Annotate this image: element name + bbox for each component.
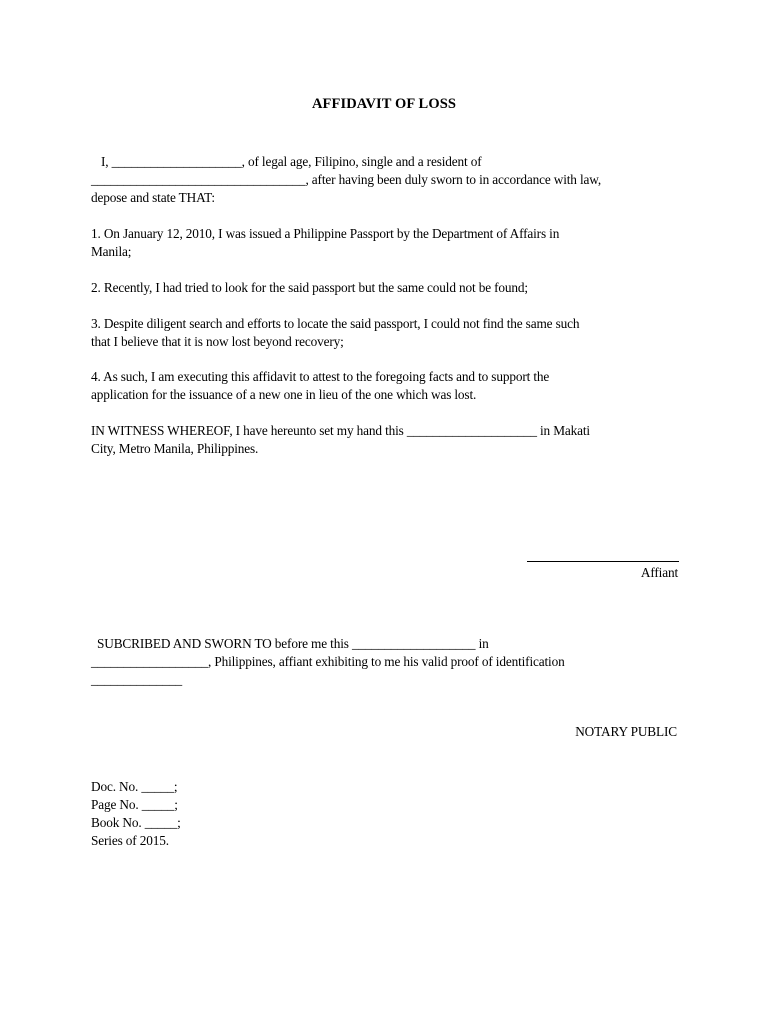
intro-paragraph <box>91 153 681 207</box>
subscribed-line-3: ______________ <box>91 672 182 687</box>
item-3-line-1: 3. Despite diligent search and efforts to locate the said passport, I could not find the same such <box>91 316 580 331</box>
item-2-line-1: 2. Recently, I had tried to look for the said passport but the same could not be found; <box>91 280 528 295</box>
notarial-register <box>91 778 181 850</box>
intro-line-3: depose and state THAT: <box>91 190 215 205</box>
intro-line-2: _________________________________, after having been duly sworn to in accordance with law, <box>91 172 602 187</box>
subscribed-line-2: __________________, Philippines, affiant exhibiting to me his valid proof of identification <box>91 654 565 669</box>
series-year: Series of 2015. <box>91 833 169 848</box>
subscribed-line-1: SUBCRIBED AND SWORN TO before me this ___________________ in <box>97 636 489 651</box>
book-number: Book No. _____; <box>91 815 181 830</box>
statement-item-1 <box>91 225 681 261</box>
affiant-signature-line <box>527 561 679 562</box>
affiant-label: Affiant <box>640 565 678 580</box>
doc-number: Doc. No. _____; <box>91 779 178 794</box>
witness-line-1: IN WITNESS WHEREOF, I have hereunto set my hand this ____________________ in Makati <box>91 423 590 438</box>
item-3-line-2: that I believe that it is now lost beyond recovery; <box>91 334 344 349</box>
page-number: Page No. _____; <box>91 797 178 812</box>
statement-item-3 <box>91 315 681 351</box>
notary-public-label: NOTARY PUBLIC <box>575 724 677 739</box>
item-1-line-2: Manila; <box>91 244 132 259</box>
witness-line-2: City, Metro Manila, Philippines. <box>91 441 259 456</box>
statement-item-4 <box>91 368 681 404</box>
witness-paragraph <box>91 422 681 458</box>
subscribed-paragraph <box>91 635 681 689</box>
statement-item-2 <box>91 279 681 297</box>
document-title: AFFIDAVIT OF LOSS <box>311 96 457 112</box>
item-4-line-2: application for the issuance of a new one in lieu of the one which was lost. <box>91 387 477 402</box>
intro-line-1: I, ____________________, of legal age, Filipino, single and a resident of <box>101 154 482 169</box>
item-1-line-1: 1. On January 12, 2010, I was issued a Philippine Passport by the Department of Affairs in <box>91 226 560 241</box>
item-4-line-1: 4. As such, I am executing this affidavit to attest to the foregoing facts and to support the <box>91 369 550 384</box>
